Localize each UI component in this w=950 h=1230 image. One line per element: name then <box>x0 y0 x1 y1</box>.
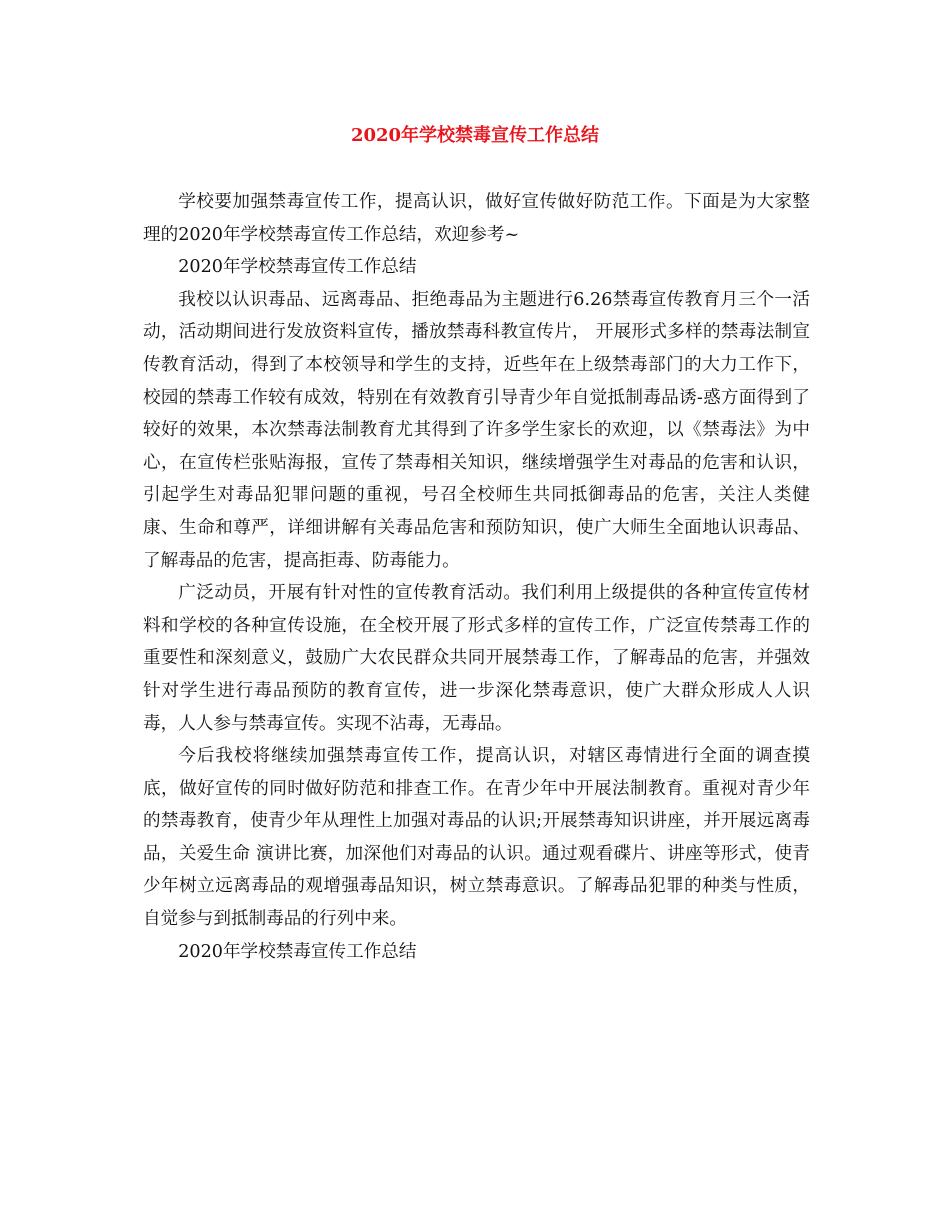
paragraph-future-plans: 今后我校将继续加强禁毒宣传工作，提高认识，对辖区毒情进行全面的调查摸底，做好宣传的同时做好防范和排查工作。在青少年中开展法制教育。重视对青少年的禁毒教育，使青少年从理性上加强对毒品的认识;开展禁毒知识讲座，并开展远离毒品，关爱生命 演讲比赛，加深他们对毒品的认识。通过观看碟片、讲座等形式，使青少年树立远离毒品的观增强毒品知识，树立禁毒意识。了解毒品犯罪的种类与性质，自觉参与到抵制毒品的行列中来。 <box>143 746 810 930</box>
paragraph-closing-title: 2020年学校禁毒宣传工作总结 <box>178 941 417 962</box>
document-title: 2020年学校禁毒宣传工作总结 <box>350 125 600 146</box>
paragraph-intro: 学校要加强禁毒宣传工作，提高认识，做好宣传做好防范工作。下面是为大家整理的2020年学校禁毒宣传工作总结，欢迎参考~ <box>143 192 810 245</box>
paragraph-subtitle: 2020年学校禁毒宣传工作总结 <box>178 257 417 278</box>
document-body <box>143 186 810 968</box>
paragraph-activities: 我校以认识毒品、远离毒品、拒绝毒品为主题进行6.26禁毒宣传教育月三个一活动，活动期间进行发放资料宣传，播放禁毒科教宣传片， 开展形式多样的禁毒法制宣传教育活动，得到了本校领导和学生的支持，近些年在上级禁毒部门的大力工作下，校园的禁毒工作较有成效，特别在有效教育引导青少年自觉抵制毒品诱-惑方面得到了较好的效果，本次禁毒法制教育尤其得到了许多学生家长的欢迎，以《禁毒法》为中心，在宣传栏张贴海报，宣传了禁毒相关知识，继续增强学生对毒品的危害和认识，引起学生对毒品犯罪问题的重视，号召全校师生共同抵御毒品的危害，关注人类健康、生命和尊严，详细讲解有关毒品危害和预防知识，使广大师生全面地认识毒品、了解毒品的危害，提高拒毒、防毒能力。 <box>143 289 810 571</box>
paragraph-mobilization: 广泛动员，开展有针对性的宣传教育活动。我们利用上级提供的各种宣传宣传材料和学校的各种宣传设施，在全校开展了形式多样的宣传工作，广泛宣传禁毒工作的重要性和深刻意义，鼓励广大农民群众共同开展禁毒工作，了解毒品的危害，并强效针对学生进行毒品预防的教育宣传，进一步深化禁毒意识，使广大群众形成人人识毒，人人参与禁毒宣传。实现不沾毒，无毒品。 <box>143 583 810 734</box>
